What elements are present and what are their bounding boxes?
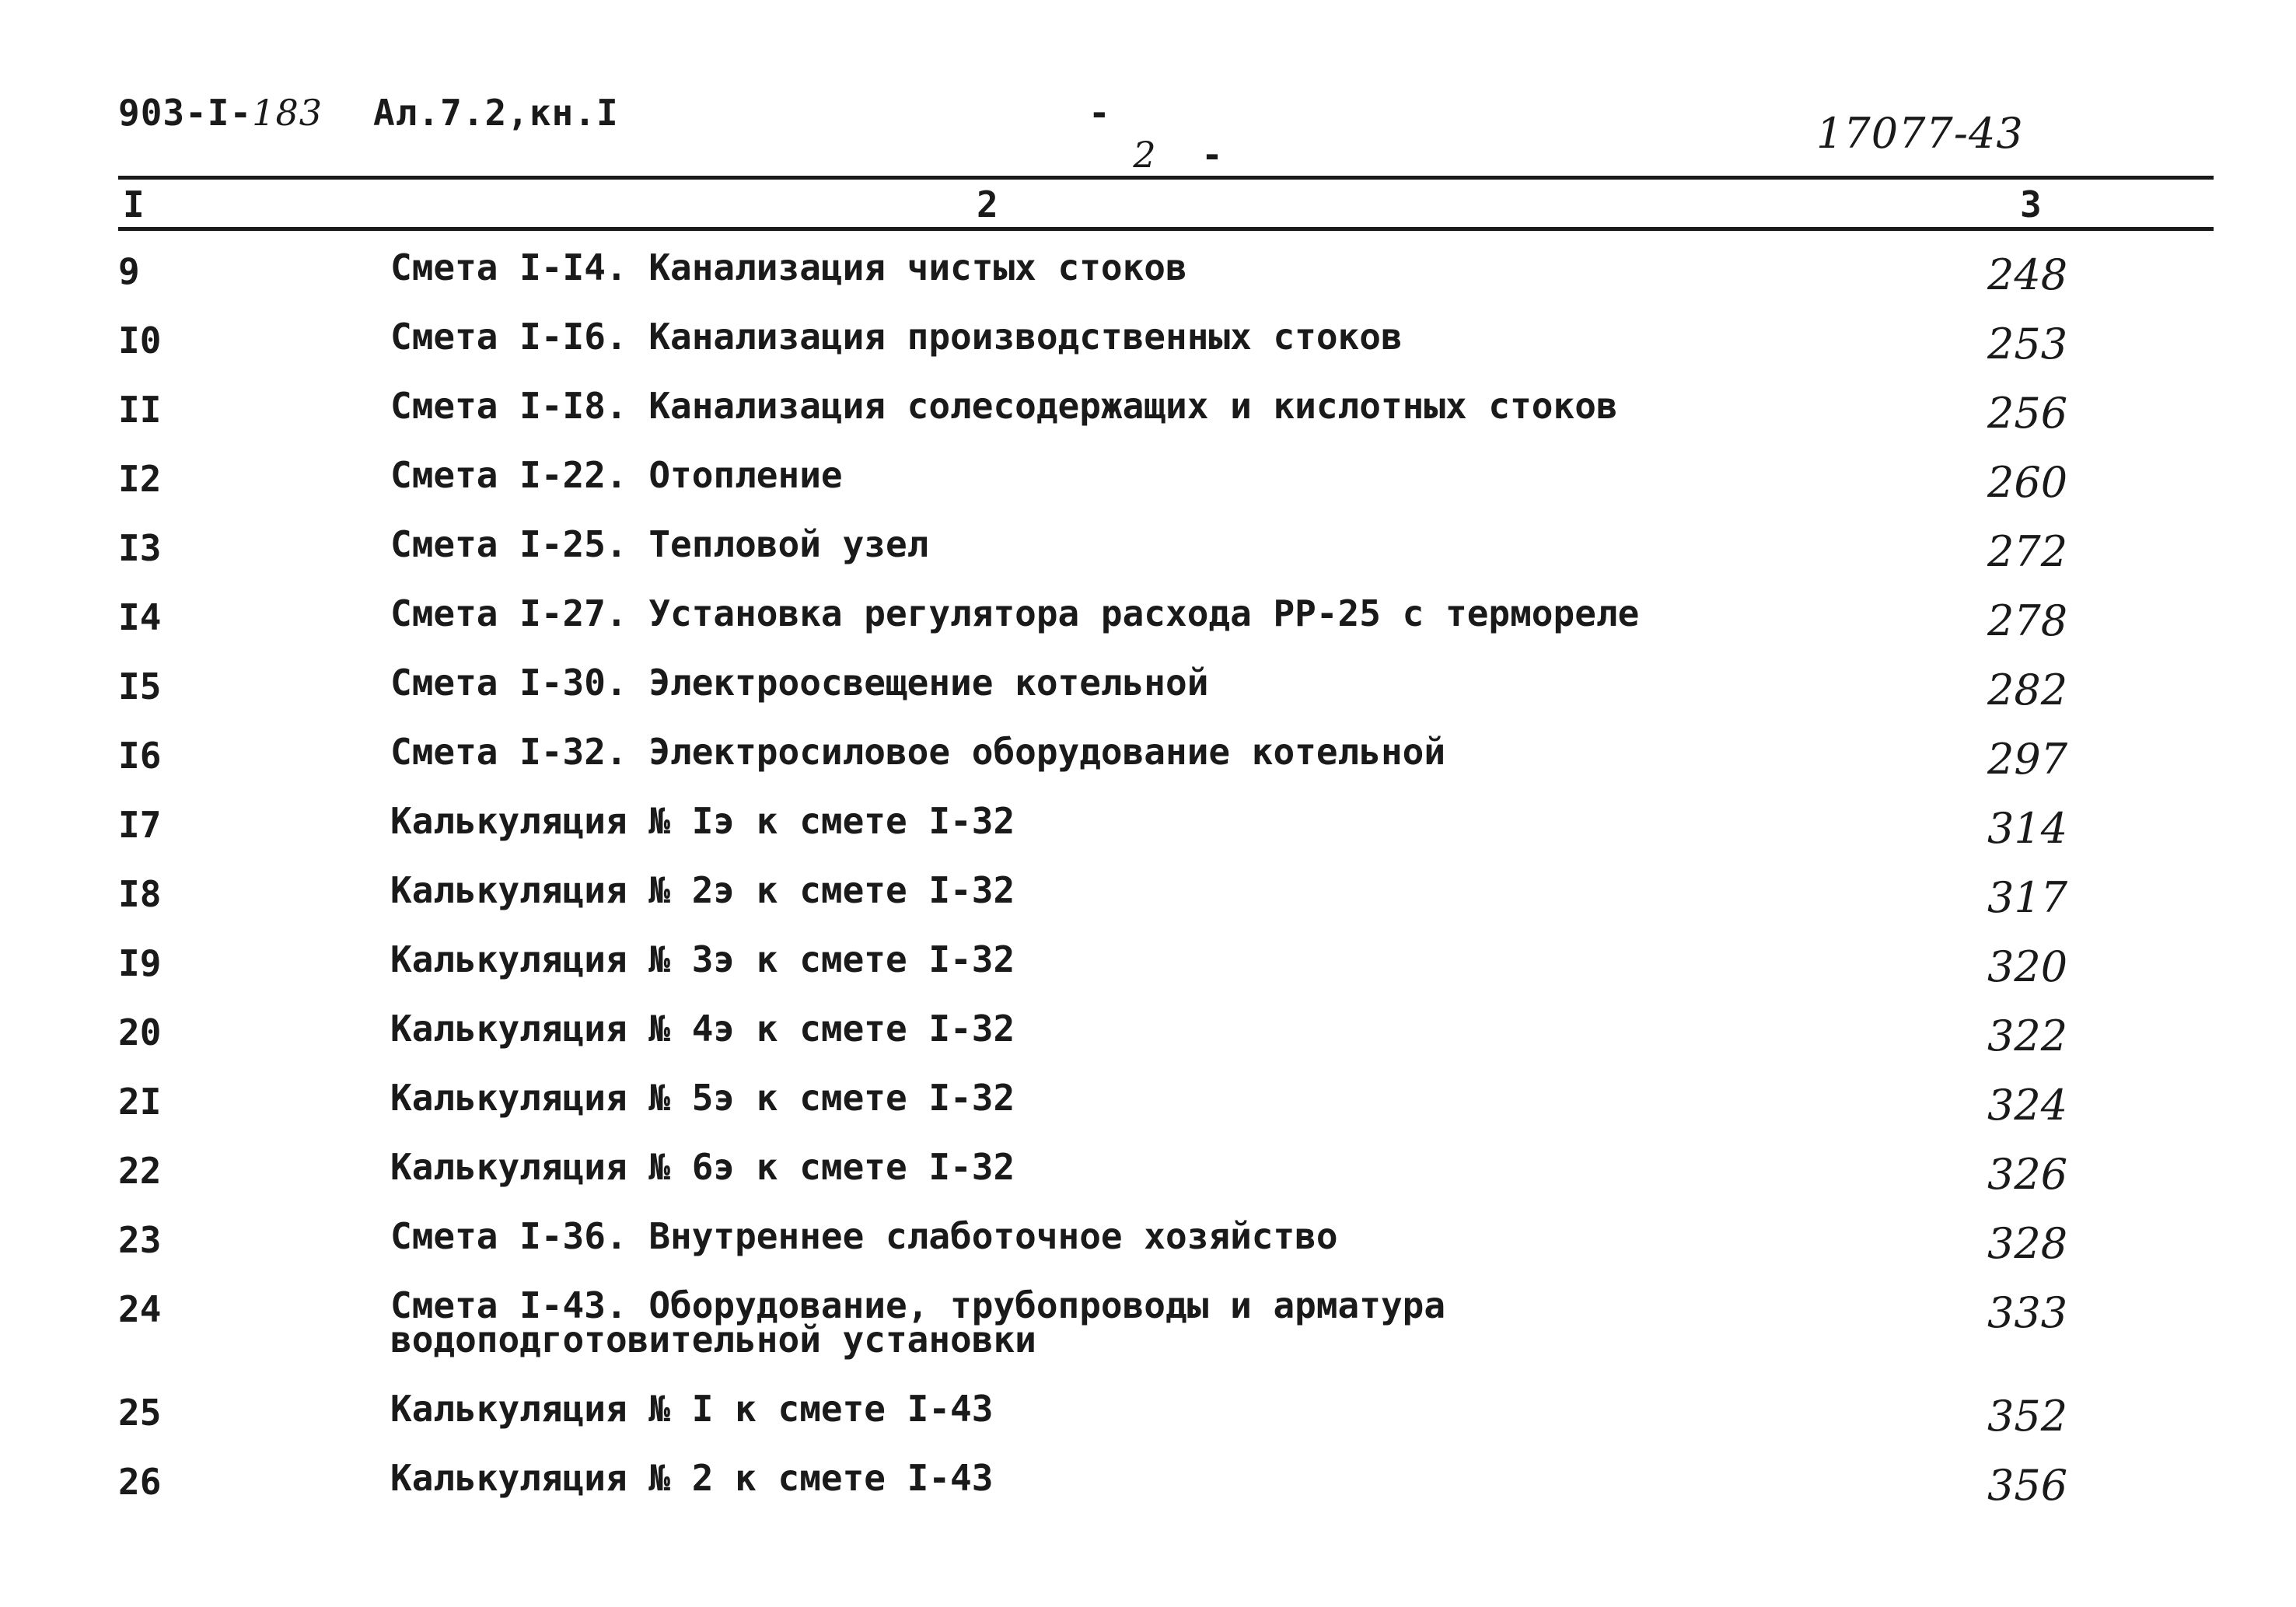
table-header-rule bbox=[118, 227, 2214, 231]
row-title: Калькуляция № 2 к смете I-43 bbox=[390, 1457, 994, 1499]
contents-table bbox=[0, 246, 2296, 1530]
row-title: Смета I-32. Электросиловое оборудование котельной bbox=[390, 731, 1446, 773]
table-row bbox=[0, 246, 2296, 320]
row-page: 282 bbox=[1987, 666, 2068, 714]
row-number: 24 bbox=[118, 1288, 162, 1330]
row-page: 352 bbox=[1987, 1392, 2068, 1441]
row-number: 23 bbox=[118, 1219, 162, 1261]
table-row bbox=[0, 731, 2296, 804]
table-row bbox=[0, 800, 2296, 873]
row-number: I9 bbox=[118, 942, 162, 984]
page-number-handwritten: 2 bbox=[1133, 134, 1157, 176]
table-row bbox=[0, 1284, 2296, 1392]
row-page: 333 bbox=[1987, 1288, 2068, 1337]
row-number: 20 bbox=[118, 1011, 162, 1053]
row-page: 314 bbox=[1987, 804, 2068, 853]
row-number: I7 bbox=[118, 804, 162, 846]
row-page: 260 bbox=[1987, 458, 2068, 507]
row-title: Смета I-I8. Канализация солесодержащих и кислотных стоков bbox=[390, 385, 1618, 427]
row-number: 22 bbox=[118, 1150, 162, 1192]
table-row bbox=[0, 1077, 2296, 1150]
row-title: Калькуляция № 2э к смете I-32 bbox=[390, 869, 1015, 911]
table-row bbox=[0, 385, 2296, 458]
page-number-prefix: - bbox=[1089, 92, 1111, 134]
table-row bbox=[0, 523, 2296, 596]
table-row bbox=[0, 869, 2296, 942]
row-number: I6 bbox=[118, 735, 162, 777]
row-number: I0 bbox=[118, 320, 162, 362]
row-title: Смета I-22. Отопление bbox=[390, 454, 843, 496]
row-page: 356 bbox=[1987, 1461, 2068, 1510]
row-title: Смета I-25. Тепловой узел bbox=[390, 523, 929, 565]
table-row bbox=[0, 1215, 2296, 1288]
page-number bbox=[1089, 92, 1244, 176]
row-page: 297 bbox=[1987, 735, 2068, 784]
row-page: 320 bbox=[1987, 942, 2068, 991]
row-page: 248 bbox=[1987, 250, 2068, 299]
row-title: Смета I-43. Оборудование, трубопроводы и арматура водоподготовительной установки bbox=[390, 1284, 1446, 1361]
document-code bbox=[118, 92, 323, 134]
row-title: Калькуляция № 6э к смете I-32 bbox=[390, 1146, 1015, 1188]
album-reference: Ал.7.2,кн.I bbox=[373, 92, 619, 134]
row-page: 324 bbox=[1987, 1081, 2068, 1130]
table-top-rule bbox=[118, 176, 2214, 180]
table-row bbox=[0, 316, 2296, 389]
row-page: 256 bbox=[1987, 389, 2068, 438]
page-number-suffix: - bbox=[1201, 134, 1224, 176]
table-row bbox=[0, 454, 2296, 527]
column-header-3: 3 bbox=[2020, 183, 2042, 225]
row-number: I5 bbox=[118, 666, 162, 707]
row-page: 272 bbox=[1987, 527, 2068, 576]
row-number: 25 bbox=[118, 1392, 162, 1434]
row-number: I4 bbox=[118, 596, 162, 638]
table-row bbox=[0, 1008, 2296, 1081]
row-number: II bbox=[118, 389, 162, 431]
table-row bbox=[0, 1388, 2296, 1461]
row-title: Смета I-30. Электроосвещение котельной bbox=[390, 662, 1209, 704]
row-title: Калькуляция № 5э к смете I-32 bbox=[390, 1077, 1015, 1119]
row-number: I2 bbox=[118, 458, 162, 500]
table-row bbox=[0, 938, 2296, 1011]
row-title: Смета I-I4. Канализация чистых стоков bbox=[390, 246, 1187, 288]
row-number: 2I bbox=[118, 1081, 162, 1123]
row-number: 26 bbox=[118, 1461, 162, 1503]
table-row bbox=[0, 662, 2296, 735]
table-row bbox=[0, 1146, 2296, 1219]
row-page: 326 bbox=[1987, 1150, 2068, 1199]
row-page: 322 bbox=[1987, 1011, 2068, 1060]
row-title: Смета I-I6. Канализация производственных стоков bbox=[390, 316, 1403, 358]
row-page: 328 bbox=[1987, 1219, 2068, 1268]
row-title: Калькуляция № 4э к смете I-32 bbox=[390, 1008, 1015, 1050]
row-title: Калькуляция № Iэ к смете I-32 bbox=[390, 800, 1015, 842]
document-code-handwritten: 183 bbox=[252, 92, 323, 134]
inventory-number: 17077-43 bbox=[1816, 109, 2024, 158]
row-number: I8 bbox=[118, 873, 162, 915]
row-number: I3 bbox=[118, 527, 162, 569]
row-page: 317 bbox=[1987, 873, 2068, 922]
row-title: Смета I-27. Установка регулятора расхода РР-25 с термореле bbox=[390, 592, 1640, 634]
table-row bbox=[0, 592, 2296, 666]
row-title: Калькуляция № 3э к смете I-32 bbox=[390, 938, 1015, 980]
row-title: Смета I-36. Внутреннее слаботочное хозяйство bbox=[390, 1215, 1338, 1257]
row-number: 9 bbox=[118, 250, 140, 292]
column-header-1: I bbox=[123, 183, 145, 225]
row-title: Калькуляция № I к смете I-43 bbox=[390, 1388, 994, 1430]
document-code-prefix: 903-I- bbox=[118, 92, 253, 134]
column-header-2: 2 bbox=[977, 183, 998, 225]
row-page: 278 bbox=[1987, 596, 2068, 645]
table-row bbox=[0, 1457, 2296, 1530]
row-page: 253 bbox=[1987, 320, 2068, 369]
